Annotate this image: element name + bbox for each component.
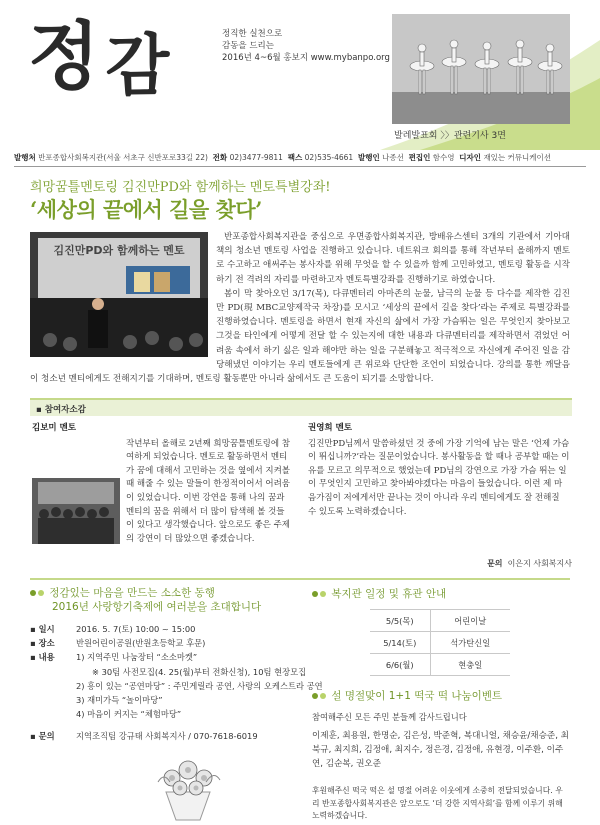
- festival-date-row: [30, 622, 298, 636]
- group-photo: [32, 478, 120, 544]
- testimonial-inquiry: [487, 558, 572, 569]
- date-value: 2016. 5. 7(토) 10:00 ~ 15:00: [76, 624, 196, 634]
- rice-cake-event-section: [312, 688, 570, 823]
- schedule-event: 석가탄신일: [430, 632, 510, 654]
- group-photo-illustration: [32, 478, 120, 544]
- schedule-event: 현충일: [430, 654, 510, 676]
- newsletter-logo: [28, 14, 168, 104]
- date-label: ▪ 일시: [30, 622, 55, 636]
- table-row: [370, 632, 510, 654]
- festival-content-row: [30, 650, 298, 664]
- issuer-label: 발행인: [357, 153, 380, 162]
- festival-section: [30, 586, 323, 821]
- article-kicker: 희망꿈틀멘토링 김진만PD와 함께하는 멘토특별강좌!: [30, 180, 331, 195]
- fax-value: 02)535-4661: [304, 153, 354, 162]
- testimonial-box: [30, 398, 572, 572]
- flower-bouquet-icon: [148, 752, 228, 822]
- bullet-dot-icon: [38, 590, 44, 596]
- festival-info-list: [30, 622, 323, 744]
- place-label: ▪ 장소: [30, 636, 55, 650]
- festival-contact-row: [30, 729, 298, 743]
- masthead: [0, 0, 600, 150]
- editor-label: 편집인: [408, 153, 431, 162]
- lecture-banner-text: 김진만PD와 함께하는 멘토: [53, 244, 185, 257]
- content-item-1-note: ※ 30팀 사전모집(4. 25(월)부터 전화신청), 10팀 현장모집: [92, 666, 307, 677]
- section-divider: [30, 578, 570, 580]
- table-row: [370, 654, 510, 676]
- event-title-text: 설 명절맞이 1+1 떡국 떡 나눔이벤트: [331, 690, 503, 702]
- testimonial-heading-text: 참여자소감: [44, 405, 86, 415]
- content-row-4: [30, 707, 298, 721]
- testimonial-left: [32, 422, 292, 546]
- content-item-4: 4) 마음이 커지는 “체험마당”: [76, 709, 182, 720]
- schedule-date: 6/6(월): [370, 654, 430, 676]
- testimonial-left-text: 작년부터 올해로 2년째 희망꿈틀멘토링에 참여하게 되었습니다. 멘토로 활동하면서 멘티가 꿈에 대해서 고민하는 것을 옆에서 지켜볼 때 해줄 수 있는 말들이 한정적이어서 어려움이 있었습니다. 이번 강연을 통해 나의 꿈과 멘티의 꿈을 위해서 더 많이 탐색해 볼 것들이 있다고 생각했습니다. 앞으로도 좋은 주제의 강연이 더 많았으면 좋겠습니다.: [126, 438, 291, 544]
- article-paragraph-2: 봄이 막 찾아오던 3/17(목), 다큐멘터리 아마존의 눈물, 남극의 눈물 등 다수를 제작한 김진만 PD(現 MBC교양제작국 차장)를 모시고 ‘세상의 끝에서 길을 찾다’라는 주제로 특별강좌를 진행하였습니다. 멘토링을 하면서 현재 자신의 삶에서 가장 가슴뛰는 일은 무엇인지 찾아보고 그것을 타인에게 어떻게 전달 할 수 있는지에 대한 내용과 다큐멘터리를 제작하면서 겪었던 어려움 속에서 하기 싫은 일과 해야만 하는 일을 구분해놓고 적극적으로 자신에게 주어진 일을 감당해냈던 이야기는 우리 멘토들에게 큰 위로와 단단한 조언이 되었습니다. 강의를 통한 깨달음이 청소년 멘티에게도 전해지기를 기대하며, 멘토링 활동뿐만 아니라 삶에서도 큰 도움이 되기를 소망합니다.: [30, 288, 570, 385]
- lecture-photo: [30, 232, 208, 357]
- article-paragraph-1: 반포종합사회복지관을 중심으로 우면종합사회복지관, 방배유스센터 3개의 기관에서 기아대책의 청소년 멘토링 사업을 진행하고 있습니다. 네트워크 회의를 통해 작년부터 올해까지 멘토로 수고하고 애써주는 봉사자를 위해 무엇을 할 수 있을까 함께 고민하였고, 멘토링 활동을 시작하기 전 격려의 자리를 마련하고자 멘토특별강좌를 진행하기로 하였습니다.: [216, 232, 570, 285]
- logo-char-2: 감: [105, 26, 168, 104]
- tel-value: 02)3477-9811: [229, 153, 283, 162]
- contact-value: 지역조직팀 강규태 사회복지사 / 070-7618-6019: [76, 731, 258, 742]
- logo-char-1: 정: [28, 14, 98, 100]
- bullet-dot-icon: [320, 693, 326, 699]
- content-row-3: [30, 693, 298, 707]
- publisher-value: 반포종합사회복지관(서울 서초구 신반포로33길 22): [38, 153, 208, 162]
- event-title: [312, 688, 570, 703]
- participant-names: 이제훈, 최용원, 한명순, 김은성, 박준혁, 복대니얼, 채승윤/채승준, 최북규, 최지희, 김정애, 최지수, 정은경, 김정애, 유현경, 이주환, 이주연, 김순복, 권오준: [312, 731, 569, 769]
- schedule-title: [312, 586, 570, 601]
- event-subtitle: 참여해주신 모든 주민 분들께 감사드립니다: [312, 712, 467, 722]
- tagline: [222, 28, 390, 64]
- design-label: 디자인: [459, 153, 482, 162]
- issuer-value: 나종선: [382, 153, 404, 162]
- schedule-date: 5/5(목): [370, 610, 430, 632]
- festival-title: [30, 586, 298, 614]
- editor-value: 함수영: [432, 153, 455, 162]
- table-row: [370, 610, 510, 632]
- testimonial-left-writer: 김보미 멘토: [32, 423, 77, 433]
- fax-label: 팩스: [287, 153, 303, 162]
- content-item-3: 3) 재미가득 “놀이마당”: [76, 695, 163, 706]
- testimonial-heading: ▪ 참여자소감: [30, 400, 572, 416]
- schedule-title-text: 복지관 일정 및 휴관 안내: [331, 588, 447, 600]
- inquiry-value: 이은지 사회복지사: [507, 559, 572, 568]
- publisher-label: 발행처: [14, 153, 36, 162]
- schedule-section: [312, 586, 570, 676]
- bullet-dot-icon: [30, 590, 36, 596]
- place-value: 반원어린이공원(반원초등학교 후문): [76, 638, 206, 649]
- article-title: ‘세상의 끝에서 길을 찾다’: [30, 197, 262, 222]
- lecture-scene-illustration: [30, 232, 208, 357]
- ballet-dancers-illustration: [392, 14, 570, 124]
- festival-place-row: [30, 636, 298, 650]
- tagline-line-2: 감동을 드리는: [222, 41, 274, 51]
- schedule-date: 5/14(토): [370, 632, 430, 654]
- inquiry-label: 문의: [487, 559, 503, 568]
- testimonial-right-writer: 권영희 멘토: [308, 423, 353, 433]
- schedule-table: [370, 609, 510, 676]
- tagline-line-3: 2016년 4~6월 홍보지 www.mybanpo.org: [222, 53, 390, 63]
- tel-label: 전화: [212, 153, 228, 162]
- design-value: 재있는 커뮤니케이션: [483, 153, 552, 162]
- testimonial-right-text: 김진만PD님께서 말씀하셨던 것 중에 가장 기억에 남는 말은 ‘언제 가슴이 뛰십니까?’라는 질문이었습니다. 봉사활동을 할 때나 공부할 때는 이유를 모르고 의무적으로 했었는데 PD님의 강연으로 가장 가슴 뛰는 일이 무엇인지 고민하고 찾아봐야겠다는 마음이 들었습니다. 이런 제 마음가짐이 저에게서만 끝나는 것이 아니라 우리 멘티에게도 잘 전해질 수 있도록 노력하겠습니다.: [308, 438, 570, 517]
- contact-label: ▪ 문의: [30, 729, 55, 743]
- festival-title-1: 정감있는 마음을 만드는 소소한 동행: [49, 587, 215, 599]
- photo-caption: 발레발표회 〉〉관련기사 3면: [394, 131, 506, 141]
- bullet-dot-icon: [320, 591, 326, 597]
- content-item-1: 1) 지역주민 나눔장터 “소소마켓”: [76, 652, 198, 663]
- publisher-info: [14, 152, 586, 167]
- testimonial-right: [308, 422, 570, 519]
- content-label: ▪ 내용: [30, 650, 55, 664]
- event-thanks: 후원해주신 떡국 떡은 설 명절 어려운 이웃에게 소중히 전달되었습니다. 우리 반포종합사회복지관은 앞으로도 ‘더 강한 지역사회’를 함께 이루기 위해 노력하겠습니다.: [312, 786, 563, 820]
- content-row-2: [30, 679, 323, 693]
- bullet-dot-icon: [312, 591, 318, 597]
- schedule-event: 어린이날: [430, 610, 510, 632]
- tagline-line-1: 정직한 실천으로: [222, 29, 283, 39]
- ballet-photo: [392, 14, 570, 124]
- content-item-2: 2) 흥이 있는 “공연마당” : 주민게릴라 공연, 사랑의 오케스트라 공연: [76, 680, 323, 691]
- festival-title-2: 2016년 사랑항기축제에 여러분을 초대합니다: [52, 601, 262, 613]
- bullet-dot-icon: [312, 693, 318, 699]
